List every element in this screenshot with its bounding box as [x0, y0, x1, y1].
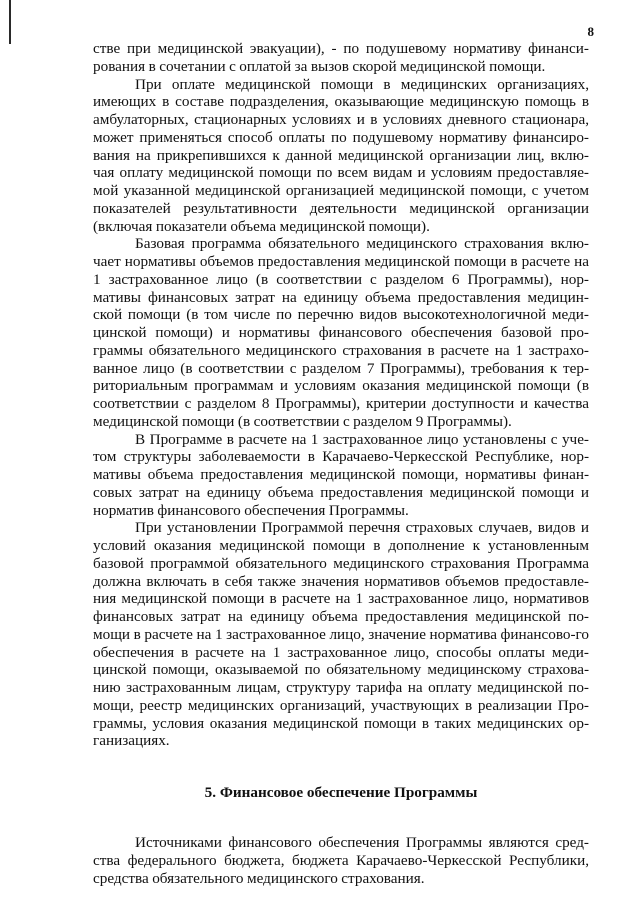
paragraph-payment-methods: При оплате медицинской помощи в медицинских организациях, имеющих в составе подразделения, оказывающие медицинскую помощь в амбулаторных, стационарных условиях и в условиях дневного стационара, может применяться способ оплаты по подушевому нормативу финансиро-вания на прикрепившихся к данной медицинской организации лиц, вклю-чая оплату медицинской помощи по всем видам и условиям предоставляе-мой указанной медицинской организацией медицинской помощи, с учетом показателей результативности деятельности медицинской организации (включая показатели объема медицинской помощи). — [93, 75, 589, 235]
paragraph-basic-program: Базовая программа обязательного медицинского страхования вклю-чает нормативы объемов предоставления медицинской помощи в расчете на 1 застрахованное лицо (в соответствии с разделом 6 Программы), нор-мативы финансовых затрат на единицу объема предоставления медицин-ской помощи (в том числе по перечню видов высокотехнологичной меди-цинской помощи) и нормативы финансового обеспечения базовой про-граммы обязательного медицинского страхования в расчете на 1 застрахо-ванное лицо (в соответствии с разделом 7 Программы), требования к тер-риториальным программам и условиям оказания медицинской помощи (в соответствии с разделом 8 Программы), критерии доступности и качества медицинской помощи (в соответствии с разделом 9 Программы). — [93, 235, 589, 430]
document-body — [93, 40, 589, 887]
paragraph-funding-sources: Источниками финансового обеспечения Программы являются сред-ства федерального бюджета, бюджета Карачаево-Черкесской Республики, средства обязательного медицинского страхования. — [93, 834, 589, 887]
paragraph-insurance-cases: При установлении Программой перечня страховых случаев, видов и условий оказания медицинской помощи в дополнение к установленным базовой программой обязательного медицинского страхования Программа должна включать в себя также значения нормативов объемов предоставле-ния медицинской помощи в расчете на 1 застрахованное лицо, нормативов финансовых затрат на единицу объема предоставления медицинской по-мощи в расчете на 1 застрахованное лицо, значение норматива финансово-го обеспечения в расчете на 1 застрахованное лицо, способы оплаты меди-цинской помощи, оказываемой по обязательному медицинскому страхова-нию застрахованным лицам, структуру тарифа на оплату медицинской по-мощи, реестр медицинских организаций, участвующих в реализации Про-граммы, условия оказания медицинской помощи в таких медицинских ор-ганизациях. — [93, 519, 589, 750]
page-number: 8 — [587, 24, 594, 39]
paragraph-continuation: стве при медицинской эвакуации), - по подушевому нормативу финанси-рования в сочетании с оплатой за вызов скорой медицинской помощи. — [93, 40, 589, 75]
scan-edge-line — [9, 0, 11, 44]
paragraph-program-standards: В Программе в расчете на 1 застрахованное лицо установлены с уче-том структуры заболеваемости в Карачаево-Черкесской Республике, нор-мативы объема предоставления медицинской помощи, нормативы финан-совых затрат на единицу объема предоставления медицинской помощи и норматив финансового обеспечения Программы. — [93, 430, 589, 519]
section-heading: 5. Финансовое обеспечение Программы — [204, 784, 478, 801]
